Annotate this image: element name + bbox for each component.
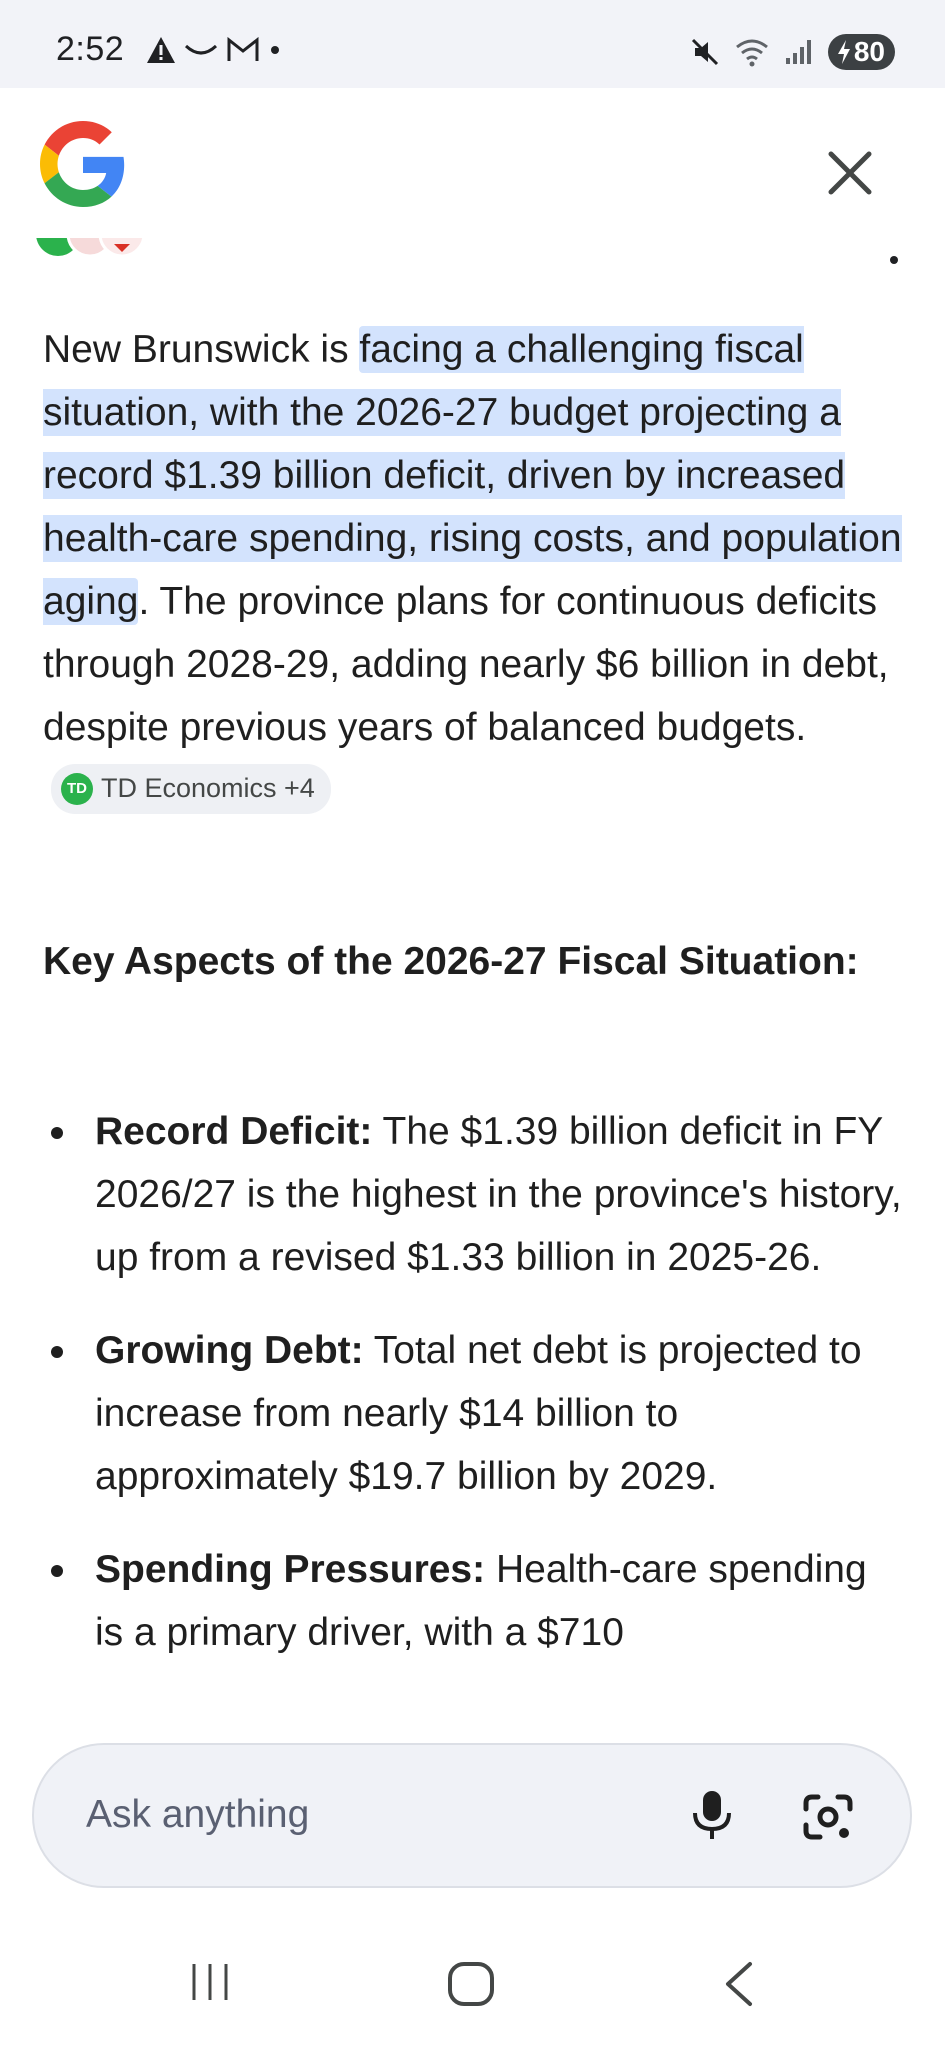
list-item-text: Health-care spending is a primary driver, with a $710: [95, 1548, 867, 1654]
ask-bar[interactable]: [32, 1743, 912, 1888]
source-chip-label: TD Economics +4: [101, 773, 315, 804]
mute-icon: [690, 37, 720, 67]
bullet-dot: [51, 1127, 63, 1139]
missed-call-icon: [184, 40, 218, 60]
answer-paragraph: [43, 318, 903, 822]
more-options-dot[interactable]: [890, 256, 898, 264]
bullet-dot: [51, 1346, 63, 1358]
notification-icons: [146, 36, 282, 64]
battery-level: 80: [853, 36, 885, 67]
status-time: 2:52: [56, 30, 125, 68]
back-icon[interactable]: [718, 1960, 758, 2008]
list-item-title: Record Deficit:: [95, 1110, 373, 1153]
list-item: [43, 1319, 903, 1508]
answer-intro: New Brunswick is: [43, 328, 360, 371]
gmail-icon: [226, 37, 260, 63]
list-item: [43, 1538, 903, 1664]
bullet-dot: [51, 1565, 63, 1577]
list-item: [43, 1100, 903, 1289]
list-item-title: Growing Debt:: [95, 1329, 364, 1372]
list-item-text: Total net debt is projected to increase from nearly $14 billion to approximately $19.7 billion by 2029.: [95, 1329, 862, 1498]
recents-icon[interactable]: [188, 1960, 232, 2004]
key-aspects-list: [43, 1100, 903, 1694]
status-bar: [0, 0, 945, 88]
source-chip[interactable]: [51, 764, 331, 814]
source-favicons-icon: [28, 238, 168, 274]
ai-answer: [0, 238, 945, 1708]
google-lens-icon[interactable]: [798, 1787, 858, 1847]
signal-icon: [784, 38, 814, 66]
microphone-icon[interactable]: [682, 1785, 742, 1845]
section-heading: Key Aspects of the 2026-27 Fiscal Situation:: [43, 940, 859, 983]
close-button[interactable]: [823, 146, 877, 200]
warning-icon: [146, 36, 176, 64]
dot-icon: [268, 43, 282, 57]
list-item-text: The $1.39 billion deficit in FY 2026/27 is the highest in the province's history, up from a revised $1.33 billion in 2025-26.: [95, 1110, 902, 1279]
source-favicons-row[interactable]: [28, 238, 908, 274]
system-nav-bar: [0, 1920, 945, 2048]
google-g-logo: [40, 121, 126, 207]
answer-rest: . The province plans for continuous deficits through 2028-29, adding nearly $6 billion in debt, despite previous years of balanced budgets.: [43, 580, 889, 749]
system-icons: [690, 34, 895, 70]
header: [0, 88, 945, 238]
ask-input[interactable]: Ask anything: [86, 1793, 310, 1836]
answer-highlight: facing a challenging fiscal situation, with the 2026-27 budget projecting a record $1.39 billion deficit, driven by increased health-care spending, rising costs, and population aging: [43, 328, 902, 623]
home-icon[interactable]: [446, 1960, 496, 2008]
td-logo-icon: TD: [61, 773, 93, 805]
battery-charging-icon: [828, 34, 895, 70]
list-item-title: Spending Pressures:: [95, 1548, 486, 1591]
wifi-icon: [734, 37, 770, 67]
